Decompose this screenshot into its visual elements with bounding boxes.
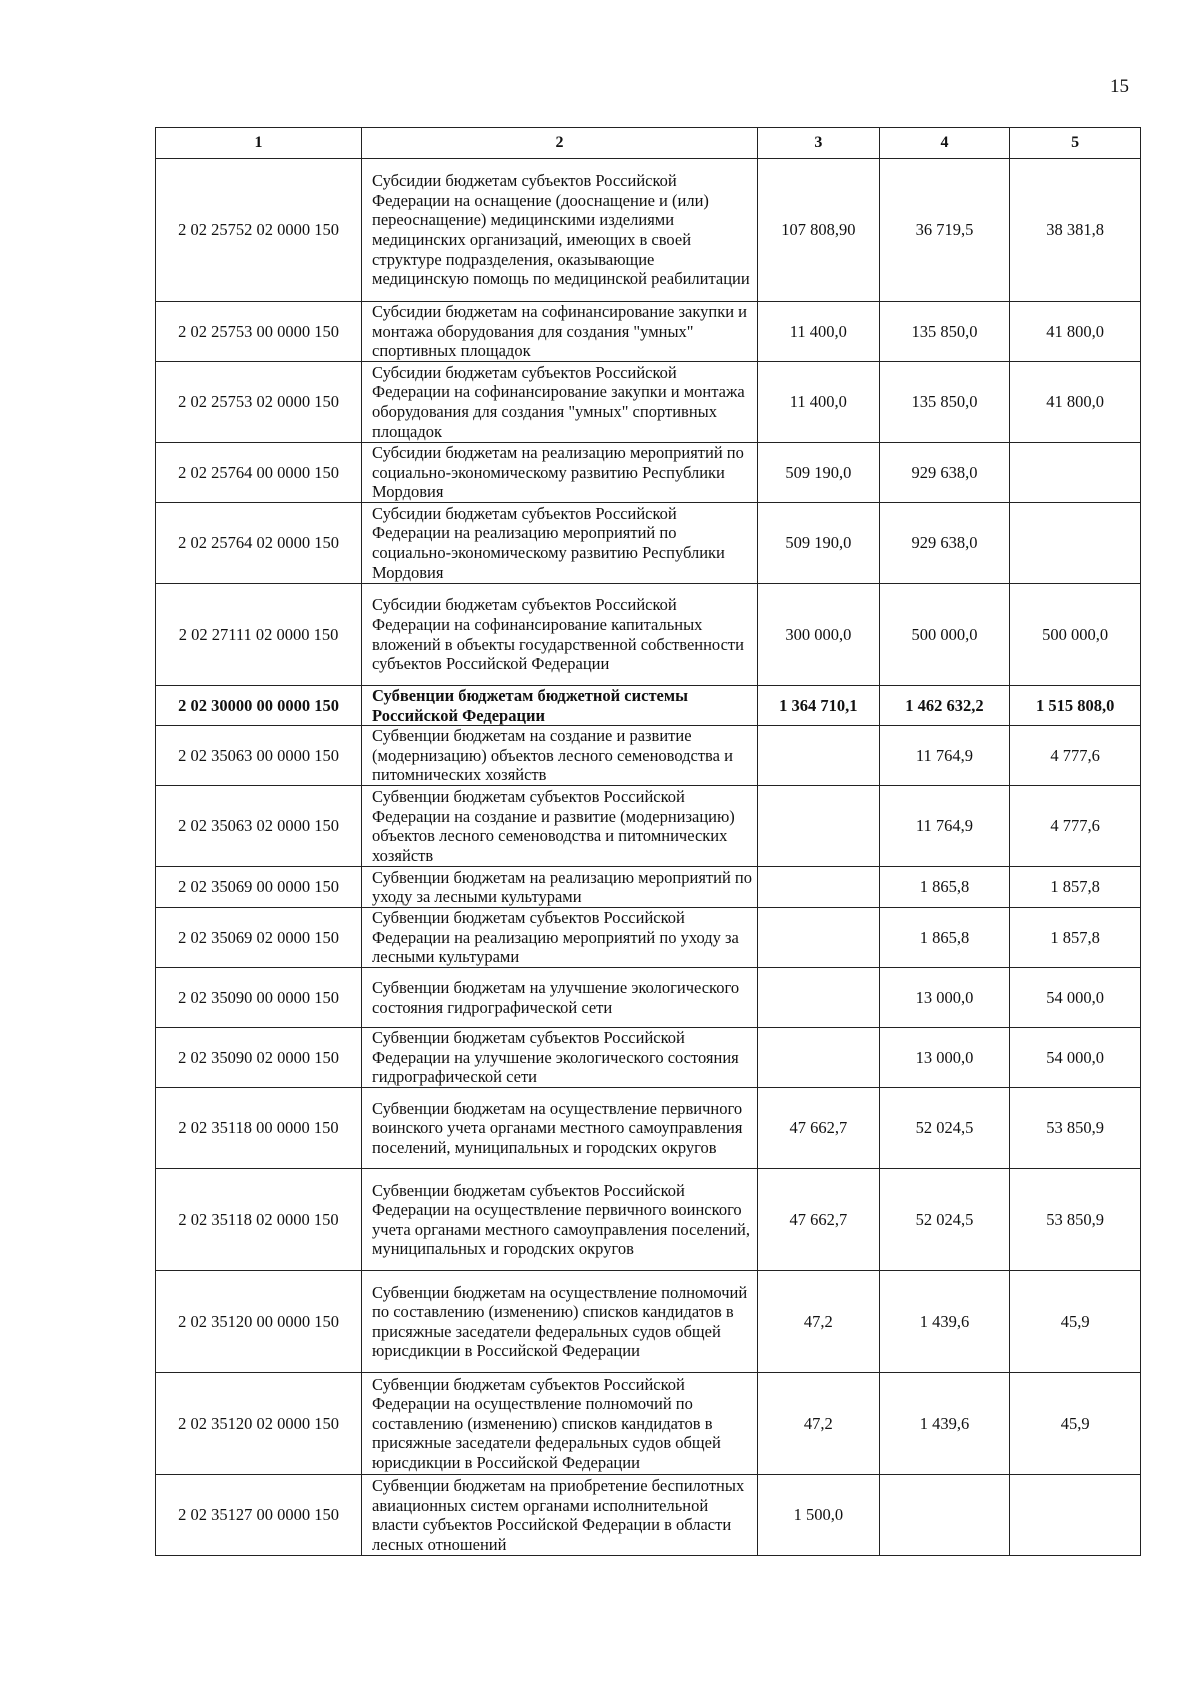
description-cell: Субвенции бюджетам субъектов Российской Федерации на реализацию мероприятий по уходу за лесными культурами [362,908,758,968]
budget-code-cell: 2 02 25753 00 0000 150 [156,302,362,362]
table-row [156,302,1141,362]
description-cell: Субсидии бюджетам субъектов Российской Федерации на софинансирование капитальных вложений в объекты государственной собственности субъектов Российской Федерации [362,584,758,686]
value-cell-col5: 53 850,9 [1010,1169,1141,1271]
column-header: 5 [1010,128,1141,159]
value-cell-col5: 4 777,6 [1010,786,1141,867]
value-cell-col3 [758,1028,880,1088]
value-cell-col4: 1 462 632,2 [879,686,1010,726]
value-cell-col3: 107 808,90 [758,159,880,302]
value-cell-col3 [758,968,880,1028]
value-cell-col4: 13 000,0 [879,1028,1010,1088]
budget-code-cell: 2 02 25753 02 0000 150 [156,362,362,443]
table-row [156,908,1141,968]
table-header-row [156,128,1141,159]
table-row [156,1271,1141,1373]
value-cell-col4: 1 439,6 [879,1271,1010,1373]
description-cell: Субвенции бюджетам субъектов Российской Федерации на осуществление первичного воинского учета органами местного самоуправления поселений, муниципальных и городских округов [362,1169,758,1271]
table-row [156,867,1141,908]
description-cell: Субвенции бюджетам на приобретение беспилотных авиационных систем органами исполнительной власти субъектов Российской Федерации в области лесных отношений [362,1475,758,1556]
table-row [156,786,1141,867]
value-cell-col3: 509 190,0 [758,443,880,503]
value-cell-col5: 41 800,0 [1010,362,1141,443]
table-row [156,584,1141,686]
budget-code-cell: 2 02 35127 00 0000 150 [156,1475,362,1556]
table-row [156,726,1141,786]
description-cell: Субсидии бюджетам на софинансирование закупки и монтажа оборудования для создания "умных" спортивных площадок [362,302,758,362]
budget-code-cell: 2 02 35090 02 0000 150 [156,1028,362,1088]
value-cell-col3: 47 662,7 [758,1169,880,1271]
table-row [156,362,1141,443]
value-cell-col3: 1 364 710,1 [758,686,880,726]
description-cell: Субвенции бюджетам на реализацию мероприятий по уходу за лесными культурами [362,867,758,908]
budget-table [155,127,1141,1556]
value-cell-col4: 1 439,6 [879,1373,1010,1475]
budget-code-cell: 2 02 35120 02 0000 150 [156,1373,362,1475]
budget-code-cell: 2 02 25764 02 0000 150 [156,503,362,584]
value-cell-col5: 1 857,8 [1010,867,1141,908]
value-cell-col5: 1 857,8 [1010,908,1141,968]
value-cell-col4: 929 638,0 [879,443,1010,503]
value-cell-col5: 45,9 [1010,1373,1141,1475]
value-cell-col5 [1010,1475,1141,1556]
description-cell: Субвенции бюджетам на создание и развитие (модернизацию) объектов лесного семеноводства и питомнических хозяйств [362,726,758,786]
column-header: 3 [758,128,880,159]
value-cell-col3 [758,786,880,867]
budget-code-cell: 2 02 35118 02 0000 150 [156,1169,362,1271]
budget-code-cell: 2 02 35069 00 0000 150 [156,867,362,908]
column-header: 1 [156,128,362,159]
budget-code-cell: 2 02 35090 00 0000 150 [156,968,362,1028]
value-cell-col3: 509 190,0 [758,503,880,584]
table-row [156,503,1141,584]
value-cell-col3: 300 000,0 [758,584,880,686]
value-cell-col3: 1 500,0 [758,1475,880,1556]
budget-code-cell: 2 02 25752 02 0000 150 [156,159,362,302]
column-header: 2 [362,128,758,159]
description-cell: Субвенции бюджетам на осуществление полномочий по составлению (изменению) списков кандидатов в присяжные заседатели федеральных судов общей юрисдикции в Российской Федерации [362,1271,758,1373]
value-cell-col3: 47,2 [758,1271,880,1373]
value-cell-col5: 4 777,6 [1010,726,1141,786]
page-number: 15 [1110,76,1129,97]
description-cell: Субвенции бюджетам на улучшение экологического состояния гидрографической сети [362,968,758,1028]
description-cell: Субсидии бюджетам субъектов Российской Федерации на реализацию мероприятий по социально-экономическому развитию Республики Мордовия [362,503,758,584]
value-cell-col5: 53 850,9 [1010,1088,1141,1169]
column-header: 4 [879,128,1010,159]
value-cell-col4: 52 024,5 [879,1169,1010,1271]
value-cell-col3 [758,908,880,968]
value-cell-col5: 500 000,0 [1010,584,1141,686]
table-row [156,1475,1141,1556]
value-cell-col5 [1010,443,1141,503]
table-row [156,1028,1141,1088]
value-cell-col4: 135 850,0 [879,362,1010,443]
description-cell: Субвенции бюджетам субъектов Российской Федерации на улучшение экологического состояния гидрографической сети [362,1028,758,1088]
value-cell-col4: 11 764,9 [879,726,1010,786]
description-cell: Субвенции бюджетам на осуществление первичного воинского учета органами местного самоуправления поселений, муниципальных и городских округов [362,1088,758,1169]
value-cell-col5: 54 000,0 [1010,1028,1141,1088]
value-cell-col3 [758,726,880,786]
value-cell-col4: 11 764,9 [879,786,1010,867]
table-row [156,968,1141,1028]
budget-code-cell: 2 02 35118 00 0000 150 [156,1088,362,1169]
description-cell: Субвенции бюджетам субъектов Российской Федерации на осуществление полномочий по составлению (изменению) списков кандидатов в присяжные заседатели федеральных судов общей юрисдикции в Российской Федерации [362,1373,758,1475]
value-cell-col5: 54 000,0 [1010,968,1141,1028]
budget-code-cell: 2 02 35069 02 0000 150 [156,908,362,968]
value-cell-col3: 47,2 [758,1373,880,1475]
budget-code-cell: 2 02 35063 00 0000 150 [156,726,362,786]
value-cell-col4: 36 719,5 [879,159,1010,302]
description-cell: Субсидии бюджетам субъектов Российской Федерации на оснащение (дооснащение и (или) переоснащение) медицинскими изделиями медицинских организаций, имеющих в своей структуре подразделения, оказывающие медицинскую помощь по медицинской реабилитации [362,159,758,302]
value-cell-col5: 45,9 [1010,1271,1141,1373]
value-cell-col4: 13 000,0 [879,968,1010,1028]
value-cell-col4: 1 865,8 [879,908,1010,968]
value-cell-col5: 41 800,0 [1010,302,1141,362]
table-row [156,686,1141,726]
value-cell-col5: 1 515 808,0 [1010,686,1141,726]
value-cell-col4: 1 865,8 [879,867,1010,908]
value-cell-col5: 38 381,8 [1010,159,1141,302]
budget-code-cell: 2 02 35120 00 0000 150 [156,1271,362,1373]
value-cell-col3: 11 400,0 [758,362,880,443]
value-cell-col4: 135 850,0 [879,302,1010,362]
description-cell: Субсидии бюджетам субъектов Российской Федерации на софинансирование закупки и монтажа оборудования для создания "умных" спортивных площадок [362,362,758,443]
budget-code-cell: 2 02 27111 02 0000 150 [156,584,362,686]
description-cell: Субсидии бюджетам на реализацию мероприятий по социально-экономическому развитию Республики Мордовия [362,443,758,503]
value-cell-col4: 52 024,5 [879,1088,1010,1169]
description-cell: Субвенции бюджетам субъектов Российской Федерации на создание и развитие (модернизацию) объектов лесного семеноводства и питомнических хозяйств [362,786,758,867]
table-row [156,1169,1141,1271]
value-cell-col4: 929 638,0 [879,503,1010,584]
value-cell-col3: 11 400,0 [758,302,880,362]
table-row [156,1088,1141,1169]
value-cell-col4: 500 000,0 [879,584,1010,686]
description-cell: Субвенции бюджетам бюджетной системы Российской Федерации [362,686,758,726]
budget-code-cell: 2 02 35063 02 0000 150 [156,786,362,867]
table-row [156,1373,1141,1475]
budget-code-cell: 2 02 25764 00 0000 150 [156,443,362,503]
value-cell-col4 [879,1475,1010,1556]
budget-code-cell: 2 02 30000 00 0000 150 [156,686,362,726]
value-cell-col3 [758,867,880,908]
value-cell-col5 [1010,503,1141,584]
value-cell-col3: 47 662,7 [758,1088,880,1169]
table-row [156,159,1141,302]
table-row [156,443,1141,503]
